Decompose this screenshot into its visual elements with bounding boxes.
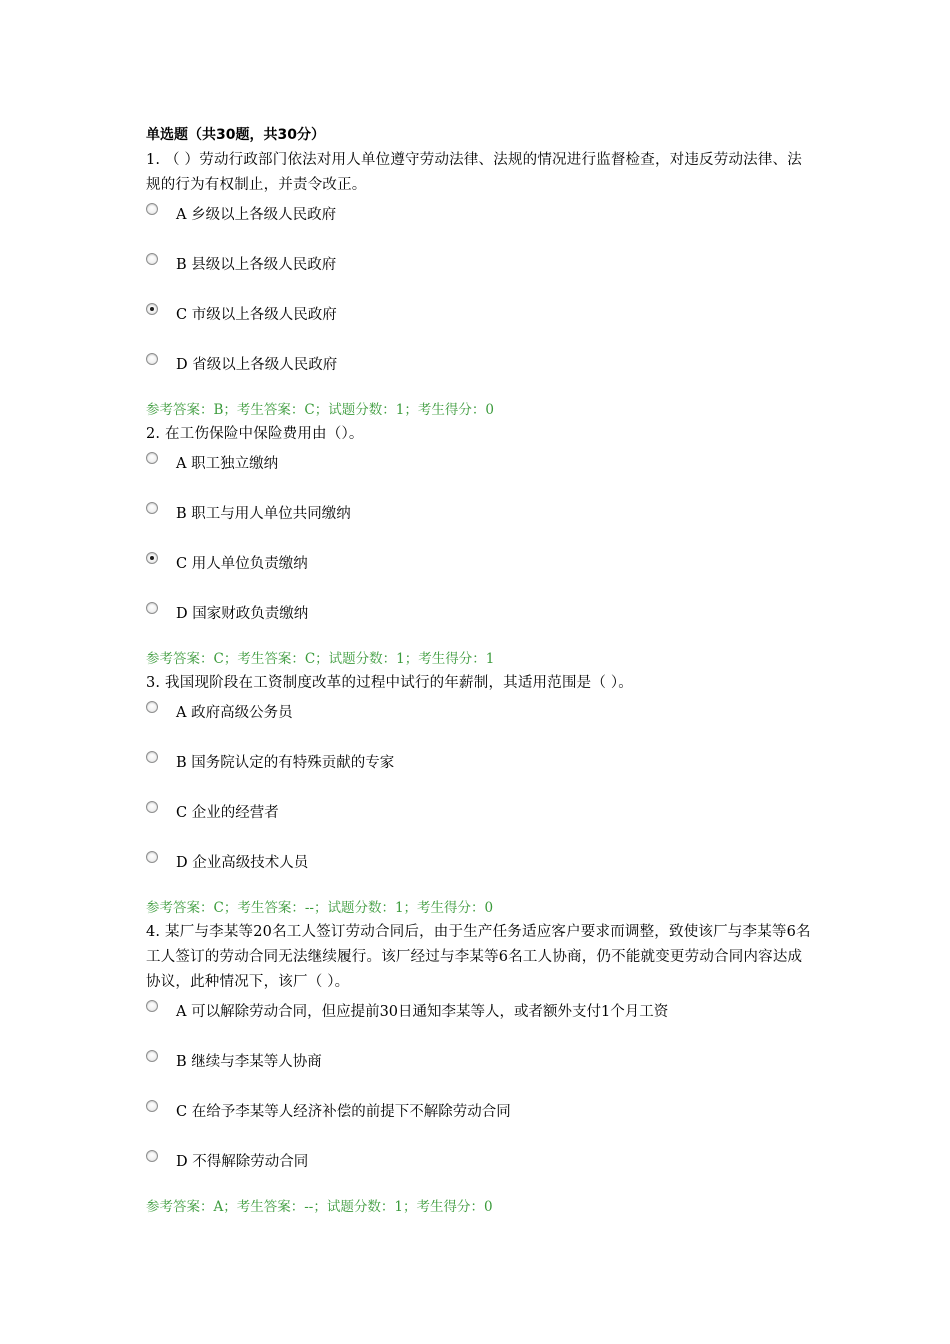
radio-button-icon[interactable] [146, 701, 158, 713]
option-label: C 企业的经营者 [176, 805, 279, 821]
option-d[interactable] [146, 1145, 816, 1195]
option-label: A 乡级以上各级人民政府 [176, 207, 337, 223]
radio-button-checked-icon[interactable] [146, 552, 158, 564]
option-label: C 用人单位负责缴纳 [176, 556, 308, 572]
question-stem: 4. 某厂与李某等20名工人签订劳动合同后，由于生产任务适应客户要求而调整，致使该厂与李某等6名工人签订的劳动合同无法继续履行。该厂经过与李某等6名工人协商，仍不能就变更劳动合同内容达成协议，此种情况下，该厂（ ）。 [146, 924, 811, 990]
option-b[interactable] [146, 1045, 816, 1095]
answer-result: 参考答案：B；考生答案：C；试题分数：1；考生得分：0 [146, 402, 494, 418]
question-stem: 1. （ ）劳动行政部门依法对用人单位遵守劳动法律、法规的情况进行监督检查，对违反劳动法律、法规的行为有权制止，并责令改正。 [146, 152, 802, 193]
question-3 [146, 671, 816, 920]
radio-button-icon[interactable] [146, 1100, 158, 1112]
radio-button-icon[interactable] [146, 851, 158, 863]
radio-button-icon[interactable] [146, 602, 158, 614]
option-label: A 政府高级公务员 [176, 705, 293, 721]
radio-button-icon[interactable] [146, 801, 158, 813]
option-label: D 国家财政负责缴纳 [176, 606, 309, 622]
option-label: D 不得解除劳动合同 [176, 1154, 309, 1170]
section-title: 单选题（共30题，共30分） [146, 127, 325, 143]
radio-button-checked-icon[interactable] [146, 303, 158, 315]
option-label: A 可以解除劳动合同，但应提前30日通知李某等人，或者额外支付1个月工资 [176, 1004, 669, 1020]
option-label: B 县级以上各级人民政府 [176, 257, 337, 273]
question-2 [146, 422, 816, 671]
question-4 [146, 920, 816, 1219]
answer-result: 参考答案：C；考生答案：--；试题分数：1；考生得分：0 [146, 900, 494, 916]
option-label: C 市级以上各级人民政府 [176, 307, 337, 323]
option-a[interactable] [146, 198, 816, 248]
radio-button-icon[interactable] [146, 751, 158, 763]
radio-button-icon[interactable] [146, 502, 158, 514]
option-c[interactable] [146, 796, 816, 846]
option-b[interactable] [146, 497, 816, 547]
option-a[interactable] [146, 696, 816, 746]
radio-button-icon[interactable] [146, 1050, 158, 1062]
question-1 [146, 148, 816, 422]
option-d[interactable] [146, 348, 816, 398]
radio-button-icon[interactable] [146, 203, 158, 215]
radio-button-icon[interactable] [146, 1150, 158, 1162]
radio-button-icon[interactable] [146, 452, 158, 464]
option-d[interactable] [146, 597, 816, 647]
option-c[interactable] [146, 1095, 816, 1145]
option-b[interactable] [146, 248, 816, 298]
exam-page [146, 124, 816, 1219]
option-label: B 国务院认定的有特殊贡献的专家 [176, 755, 395, 771]
answer-result: 参考答案：C；考生答案：C；试题分数：1；考生得分：1 [146, 651, 495, 667]
question-stem: 3. 我国现阶段在工资制度改革的过程中试行的年薪制，其适用范围是（ ）。 [146, 675, 633, 691]
answer-result: 参考答案：A；考生答案：--；试题分数：1；考生得分：0 [146, 1199, 493, 1215]
option-a[interactable] [146, 995, 816, 1045]
option-d[interactable] [146, 846, 816, 896]
question-stem: 2. 在工伤保险中保险费用由（）。 [146, 426, 364, 442]
option-label: D 企业高级技术人员 [176, 855, 309, 871]
radio-button-icon[interactable] [146, 353, 158, 365]
option-label: C 在给予李某等人经济补偿的前提下不解除劳动合同 [176, 1104, 511, 1120]
option-label: B 职工与用人单位共同缴纳 [176, 506, 351, 522]
option-b[interactable] [146, 746, 816, 796]
option-label: B 继续与李某等人协商 [176, 1054, 322, 1070]
radio-button-icon[interactable] [146, 253, 158, 265]
option-label: D 省级以上各级人民政府 [176, 357, 338, 373]
option-c[interactable] [146, 547, 816, 597]
option-c[interactable] [146, 298, 816, 348]
option-label: A 职工独立缴纳 [176, 456, 279, 472]
option-a[interactable] [146, 447, 816, 497]
radio-button-icon[interactable] [146, 1000, 158, 1012]
